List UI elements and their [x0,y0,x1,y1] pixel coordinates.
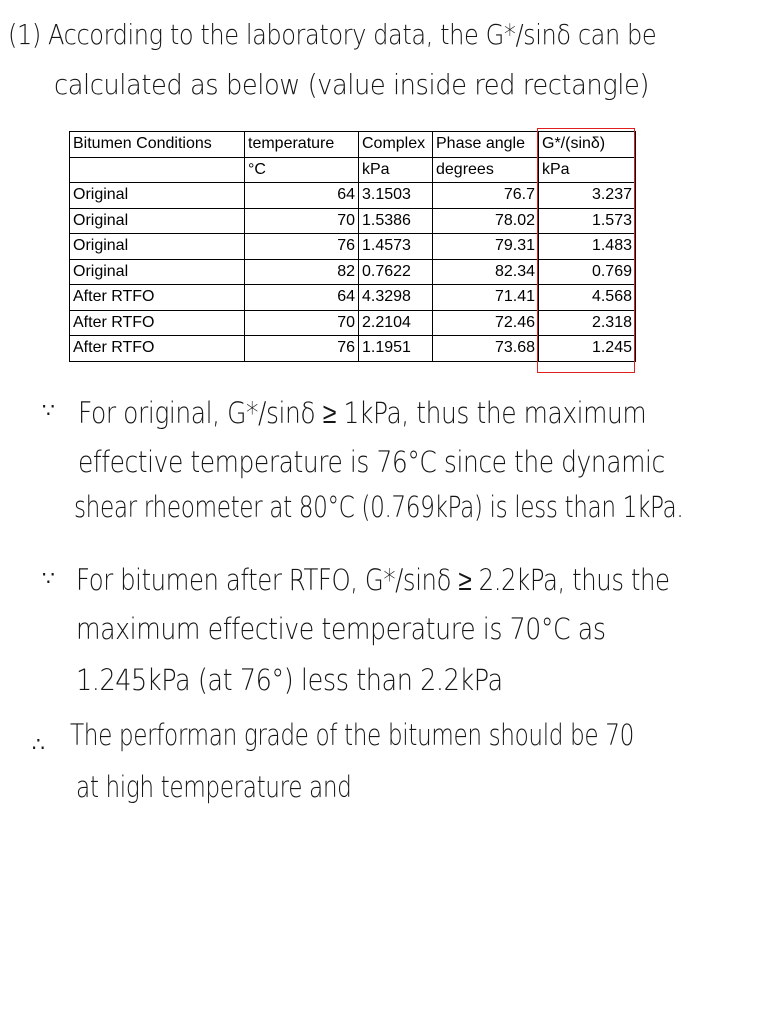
table-cell: 79.31 [433,234,539,260]
table-cell: Original [70,208,245,234]
header-cell: temperature [245,132,359,158]
para3-line-1: The performan grade of the bitumen should be 70 [70,718,634,752]
table-cell: After RTFO [70,336,245,362]
unit-cell: degrees [433,157,539,183]
table-cell: 72.46 [433,310,539,336]
table-cell: 76.7 [433,183,539,209]
table-cell: 73.68 [433,336,539,362]
para1-line-2: effective temperature is 76°C since the dynamic [78,445,665,479]
table-cell: Original [70,259,245,285]
para2-line-1: For bitumen after RTFO, G*/sinδ ≥ 2.2kPa, thus the [76,563,670,597]
header-cell: Phase angle [433,132,539,158]
therefore-symbol: ∴ [32,732,45,756]
table-cell: 1.245 [539,336,636,362]
table-cell: 71.41 [433,285,539,311]
table-cell: 1.483 [539,234,636,260]
table-cell: 70 [245,310,359,336]
highlight-rectangle [537,128,635,373]
para3-line-2: at high temperature and [76,770,352,804]
table-cell: After RTFO [70,310,245,336]
table-cell: Original [70,234,245,260]
table-cell: After RTFO [70,285,245,311]
header-cell: Complex [359,132,433,158]
para1-line-3: shear rheometer at 80°C (0.769kPa) is less than 1kPa. [74,490,684,524]
unit-cell: kPa [539,157,636,183]
table-cell: 82.34 [433,259,539,285]
table-cell: 1.4573 [359,234,433,260]
table-cell: 4.3298 [359,285,433,311]
table-cell: 78.02 [433,208,539,234]
header-cell: Bitumen Conditions [70,132,245,158]
table-cell: 2.318 [539,310,636,336]
table-cell: 3.237 [539,183,636,209]
because-symbol: ∵ [42,398,55,422]
table-cell: 0.769 [539,259,636,285]
table-cell: 82 [245,259,359,285]
header-cell: G*/(sinδ) [539,132,636,158]
table-cell: 3.1503 [359,183,433,209]
table-cell: 1.5386 [359,208,433,234]
para1-line-1: For original, G*/sinδ ≥ 1kPa, thus the maximum [78,396,647,430]
table-cell: 1.1951 [359,336,433,362]
table-cell: 2.2104 [359,310,433,336]
table-cell: 76 [245,234,359,260]
heading-line-2: calculated as below (value inside red rectangle) [54,68,649,101]
table-cell: 64 [245,285,359,311]
table-cell: Original [70,183,245,209]
para2-line-2: maximum effective temperature is 70°C as [76,612,606,646]
unit-cell [70,157,245,183]
unit-cell: kPa [359,157,433,183]
table-cell: 4.568 [539,285,636,311]
table-cell: 64 [245,183,359,209]
para2-line-3: 1.245kPa (at 76°) less than 2.2kPa [76,663,503,697]
unit-cell: °C [245,157,359,183]
heading-line-1: (1) According to the laboratory data, the G*/sinδ can be [8,18,657,51]
table-cell: 0.7622 [359,259,433,285]
table-cell: 70 [245,208,359,234]
table-cell: 76 [245,336,359,362]
because-symbol: ∵ [42,566,55,590]
table-cell: 1.573 [539,208,636,234]
